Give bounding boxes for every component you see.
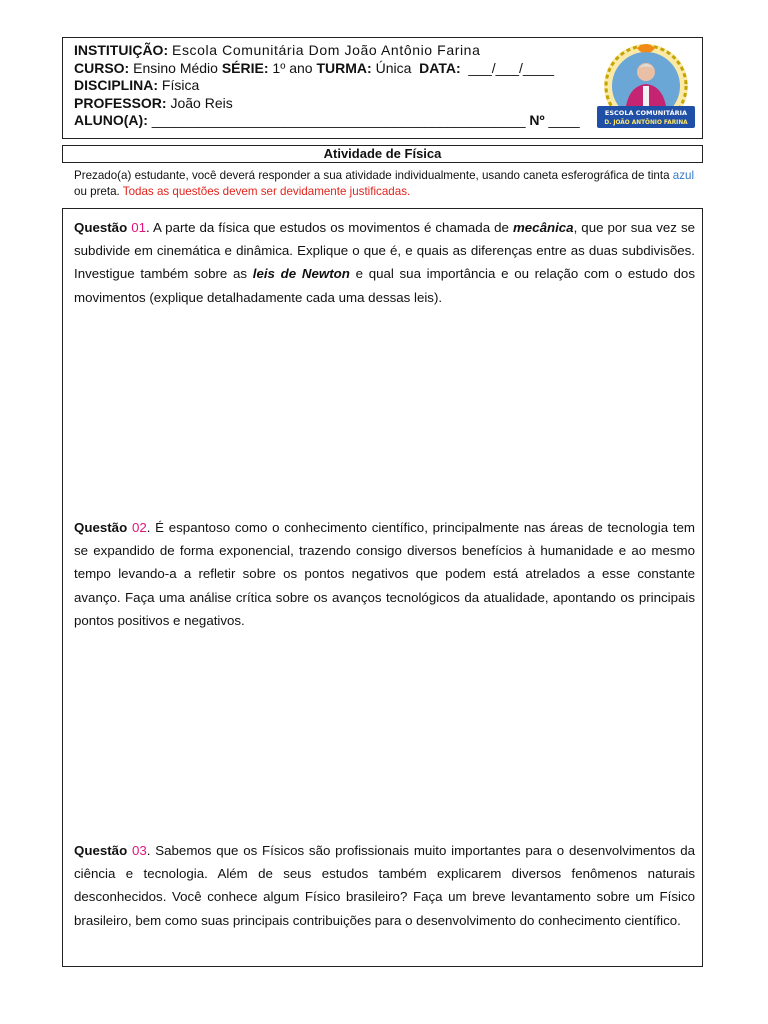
instructions-red-text: Todas as questões devem ser devidamente justificadas. bbox=[122, 185, 411, 198]
series-value: 1º ano bbox=[272, 59, 313, 76]
header-box bbox=[62, 37, 703, 139]
discipline-line bbox=[74, 77, 589, 95]
question-03-text: . Sabemos que os Físicos são profissionais muito importantes para o desenvolvimentos da ciência e tecnologia. Além de seus estudos também explicarem diversos fenômenos naturais desconhecidos. Você conhece algum Físico brasileiro? Faça um breve levantamento sobre um Físico brasileiro, bem como suas principais contribuições para o desenvolvimento do conhecimento científico. bbox=[74, 843, 695, 928]
class-value: Única bbox=[375, 59, 412, 76]
course-label: CURSO: bbox=[74, 59, 130, 76]
teacher-label: PROFESSOR: bbox=[74, 94, 167, 111]
header-fields bbox=[74, 42, 589, 130]
number-field[interactable]: ____ bbox=[548, 112, 580, 129]
date-field[interactable]: ___/___/____ bbox=[468, 59, 555, 76]
series-label: SÉRIE: bbox=[221, 59, 269, 76]
question-01-emph-mecanica: mecânica bbox=[512, 220, 574, 235]
question-01-label: Questão bbox=[74, 220, 128, 235]
institution-label: INSTITUIÇÃO: bbox=[74, 42, 169, 58]
institution-value: Escola Comunitária Dom João Antônio Farina bbox=[172, 42, 481, 58]
class-label: TURMA: bbox=[316, 59, 372, 76]
school-logo bbox=[595, 42, 697, 134]
course-line bbox=[74, 60, 589, 78]
discipline-value: Física bbox=[161, 77, 200, 94]
question-03-number: 03 bbox=[132, 843, 147, 858]
question-02 bbox=[74, 516, 695, 632]
teacher-line bbox=[74, 95, 589, 113]
instructions-text-2: ou preta. bbox=[74, 185, 120, 198]
date-label: DATA: bbox=[419, 59, 461, 76]
questions-box bbox=[62, 208, 703, 967]
question-01-text-b: , que por sua vez se subdivide em cinemática e dinâmica. Explique o que é, e quais as diferenças entre as duas subdivisões. Investigue também sobre as bbox=[74, 220, 695, 282]
question-01-text-a: . A parte da física que estudos os movimentos é chamada de bbox=[146, 220, 509, 235]
question-01 bbox=[74, 216, 695, 309]
question-02-number: 02 bbox=[131, 520, 147, 535]
question-01-emph-newton: leis de Newton bbox=[252, 266, 350, 282]
instructions-blue-word: azul bbox=[672, 169, 695, 182]
institution-line bbox=[74, 42, 589, 60]
course-value: Ensino Médio bbox=[133, 59, 218, 76]
school-seal-icon bbox=[595, 42, 697, 134]
instructions bbox=[74, 168, 696, 200]
question-01-text-c: e qual sua importância e ou relação com o estudo dos movimentos (explique detalhadamente cada uma dessas leis). bbox=[74, 266, 695, 305]
logo-text-1: ESCOLA COMUNITÁRIA bbox=[604, 109, 688, 117]
number-label: Nº bbox=[529, 112, 545, 129]
student-label: ALUNO(A): bbox=[74, 112, 148, 129]
activity-title: Atividade de Física bbox=[62, 145, 703, 163]
question-02-text: . É espantoso como o conhecimento científico, principalmente nas áreas de tecnologia tem se expandido de forma exponencial, trazendo consigo diversos benefícios à humanidade e ao mesmo tempo levando-a a refletir sobre os pontos negativos que podem está atrelados a esse constante avanço. Faça uma análise crítica sobre os avanços tecnológicos da atualidade, apontando os principais pontos positivos e negativos. bbox=[74, 520, 695, 628]
question-03-label: Questão bbox=[74, 843, 128, 858]
question-02-label: Questão bbox=[74, 520, 128, 535]
question-03 bbox=[74, 839, 695, 932]
discipline-label: DISCIPLINA: bbox=[74, 77, 158, 94]
student-name-field[interactable]: ________________________________________________ bbox=[151, 112, 526, 129]
student-line bbox=[74, 112, 589, 130]
logo-text-2: D. JOÃO ANTÔNIO FARINA bbox=[604, 120, 688, 126]
instructions-text-1: Prezado(a) estudante, você deverá responder a sua atividade individualmente, usando caneta esferográfica de tinta bbox=[74, 169, 670, 182]
question-01-number: 01 bbox=[131, 220, 147, 235]
teacher-value: João Reis bbox=[170, 94, 233, 111]
